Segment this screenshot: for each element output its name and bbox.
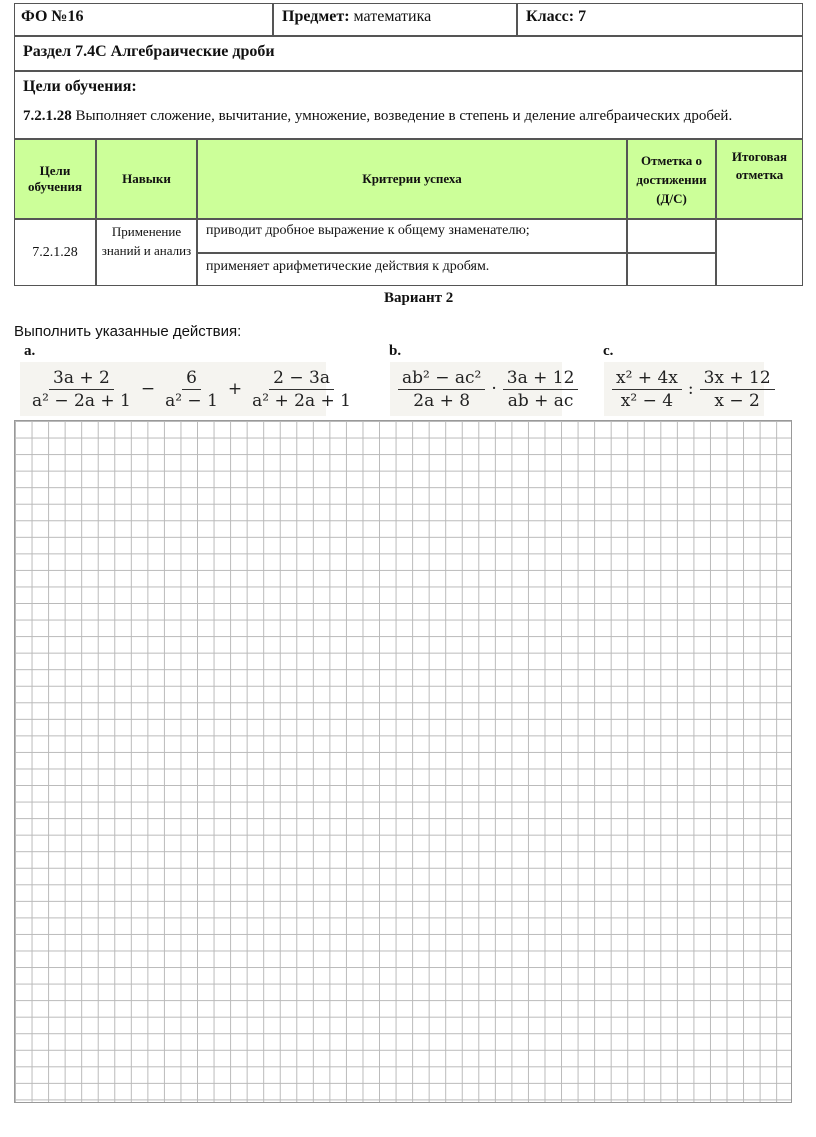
row-skill-cell [96, 219, 197, 286]
fraction-a2 [161, 367, 222, 412]
subject-value: математика [353, 8, 432, 25]
expression-c [604, 362, 771, 416]
header-fo-cell [14, 3, 273, 36]
criteria-1-cell [197, 219, 627, 253]
header-subject-cell [273, 3, 517, 36]
operator-divide: : [687, 379, 694, 399]
goals-title: Цели обучения: [23, 78, 137, 95]
col-skills [96, 139, 197, 219]
col-final [716, 139, 803, 219]
col-criteria-label: Критерии успеха [362, 171, 462, 186]
denominator: x² − 4 [620, 390, 674, 411]
row-skill: Применение знаний и анализ [101, 224, 192, 258]
numerator: 3a + 12 [503, 367, 579, 390]
header-class-cell [517, 3, 803, 36]
fo-label: ФО №16 [21, 8, 84, 25]
task-instruction: Выполнить указанные действия: [14, 323, 242, 340]
row-goal: 7.2.1.28 [32, 244, 78, 260]
section-title: Раздел 7.4С Алгебраические дроби [23, 43, 275, 60]
item-c-label: c. [603, 343, 614, 359]
col-final-label: Итоговая отметка [731, 149, 788, 182]
fraction-c1 [612, 367, 682, 412]
criteria-2: применяет арифметические действия к дробям. [206, 259, 490, 274]
denominator: a² − 2a + 1 [32, 390, 131, 411]
answer-grid[interactable] [14, 420, 792, 1103]
denominator: a² + 2a + 1 [252, 390, 351, 411]
fraction-c2 [700, 367, 775, 412]
numerator: 3a + 2 [49, 367, 114, 390]
criteria-1: приводит дробное выражение к общему знаменателю; [206, 223, 530, 238]
operator-plus: + [227, 379, 243, 399]
denominator: a² − 1 [165, 390, 218, 411]
operator-minus: − [140, 379, 156, 399]
fraction-a3 [248, 367, 355, 412]
col-achievement-label: Отметка о достижении (Д/С) [636, 152, 707, 206]
goal-line [23, 108, 794, 125]
numerator: x² + 4x [612, 367, 682, 390]
fraction-b1 [398, 367, 485, 412]
achievement-2-cell[interactable] [627, 253, 716, 286]
item-a-label: a. [24, 343, 36, 359]
col-criteria [197, 139, 627, 219]
fraction-b2 [503, 367, 579, 412]
numerator: 3x + 12 [700, 367, 775, 390]
criteria-2-cell [197, 253, 627, 286]
achievement-1-cell[interactable] [627, 219, 716, 253]
expression-b [390, 362, 575, 416]
final-mark-cell[interactable] [716, 219, 803, 286]
variant-title: Вариант 2 [384, 290, 454, 306]
row-goal-cell [14, 219, 96, 286]
denominator: ab + ac [507, 390, 574, 411]
expression-a [20, 362, 351, 416]
goals-cell [14, 71, 803, 139]
goal-code: 7.2.1.28 [23, 108, 72, 124]
col-goals [14, 139, 96, 219]
numerator: ab² − ac² [398, 367, 485, 390]
numerator: 6 [182, 367, 201, 390]
col-skills-label: Навыки [122, 171, 171, 186]
col-achievement [627, 139, 716, 219]
numerator: 2 − 3a [269, 367, 334, 390]
goal-text: Выполняет сложение, вычитание, умножение, возведение в степень и деление алгебраических дробей. [75, 108, 733, 124]
subject-label: Предмет: [282, 8, 350, 25]
class-label: Класс: 7 [526, 8, 587, 25]
item-b-label: b. [389, 343, 402, 359]
denominator: 2a + 8 [413, 390, 471, 411]
fraction-a1 [28, 367, 135, 412]
col-goals-label: Цели обучения [27, 163, 83, 194]
operator-multiply: · [491, 379, 497, 399]
section-cell [14, 36, 803, 71]
denominator: x − 2 [714, 390, 760, 411]
